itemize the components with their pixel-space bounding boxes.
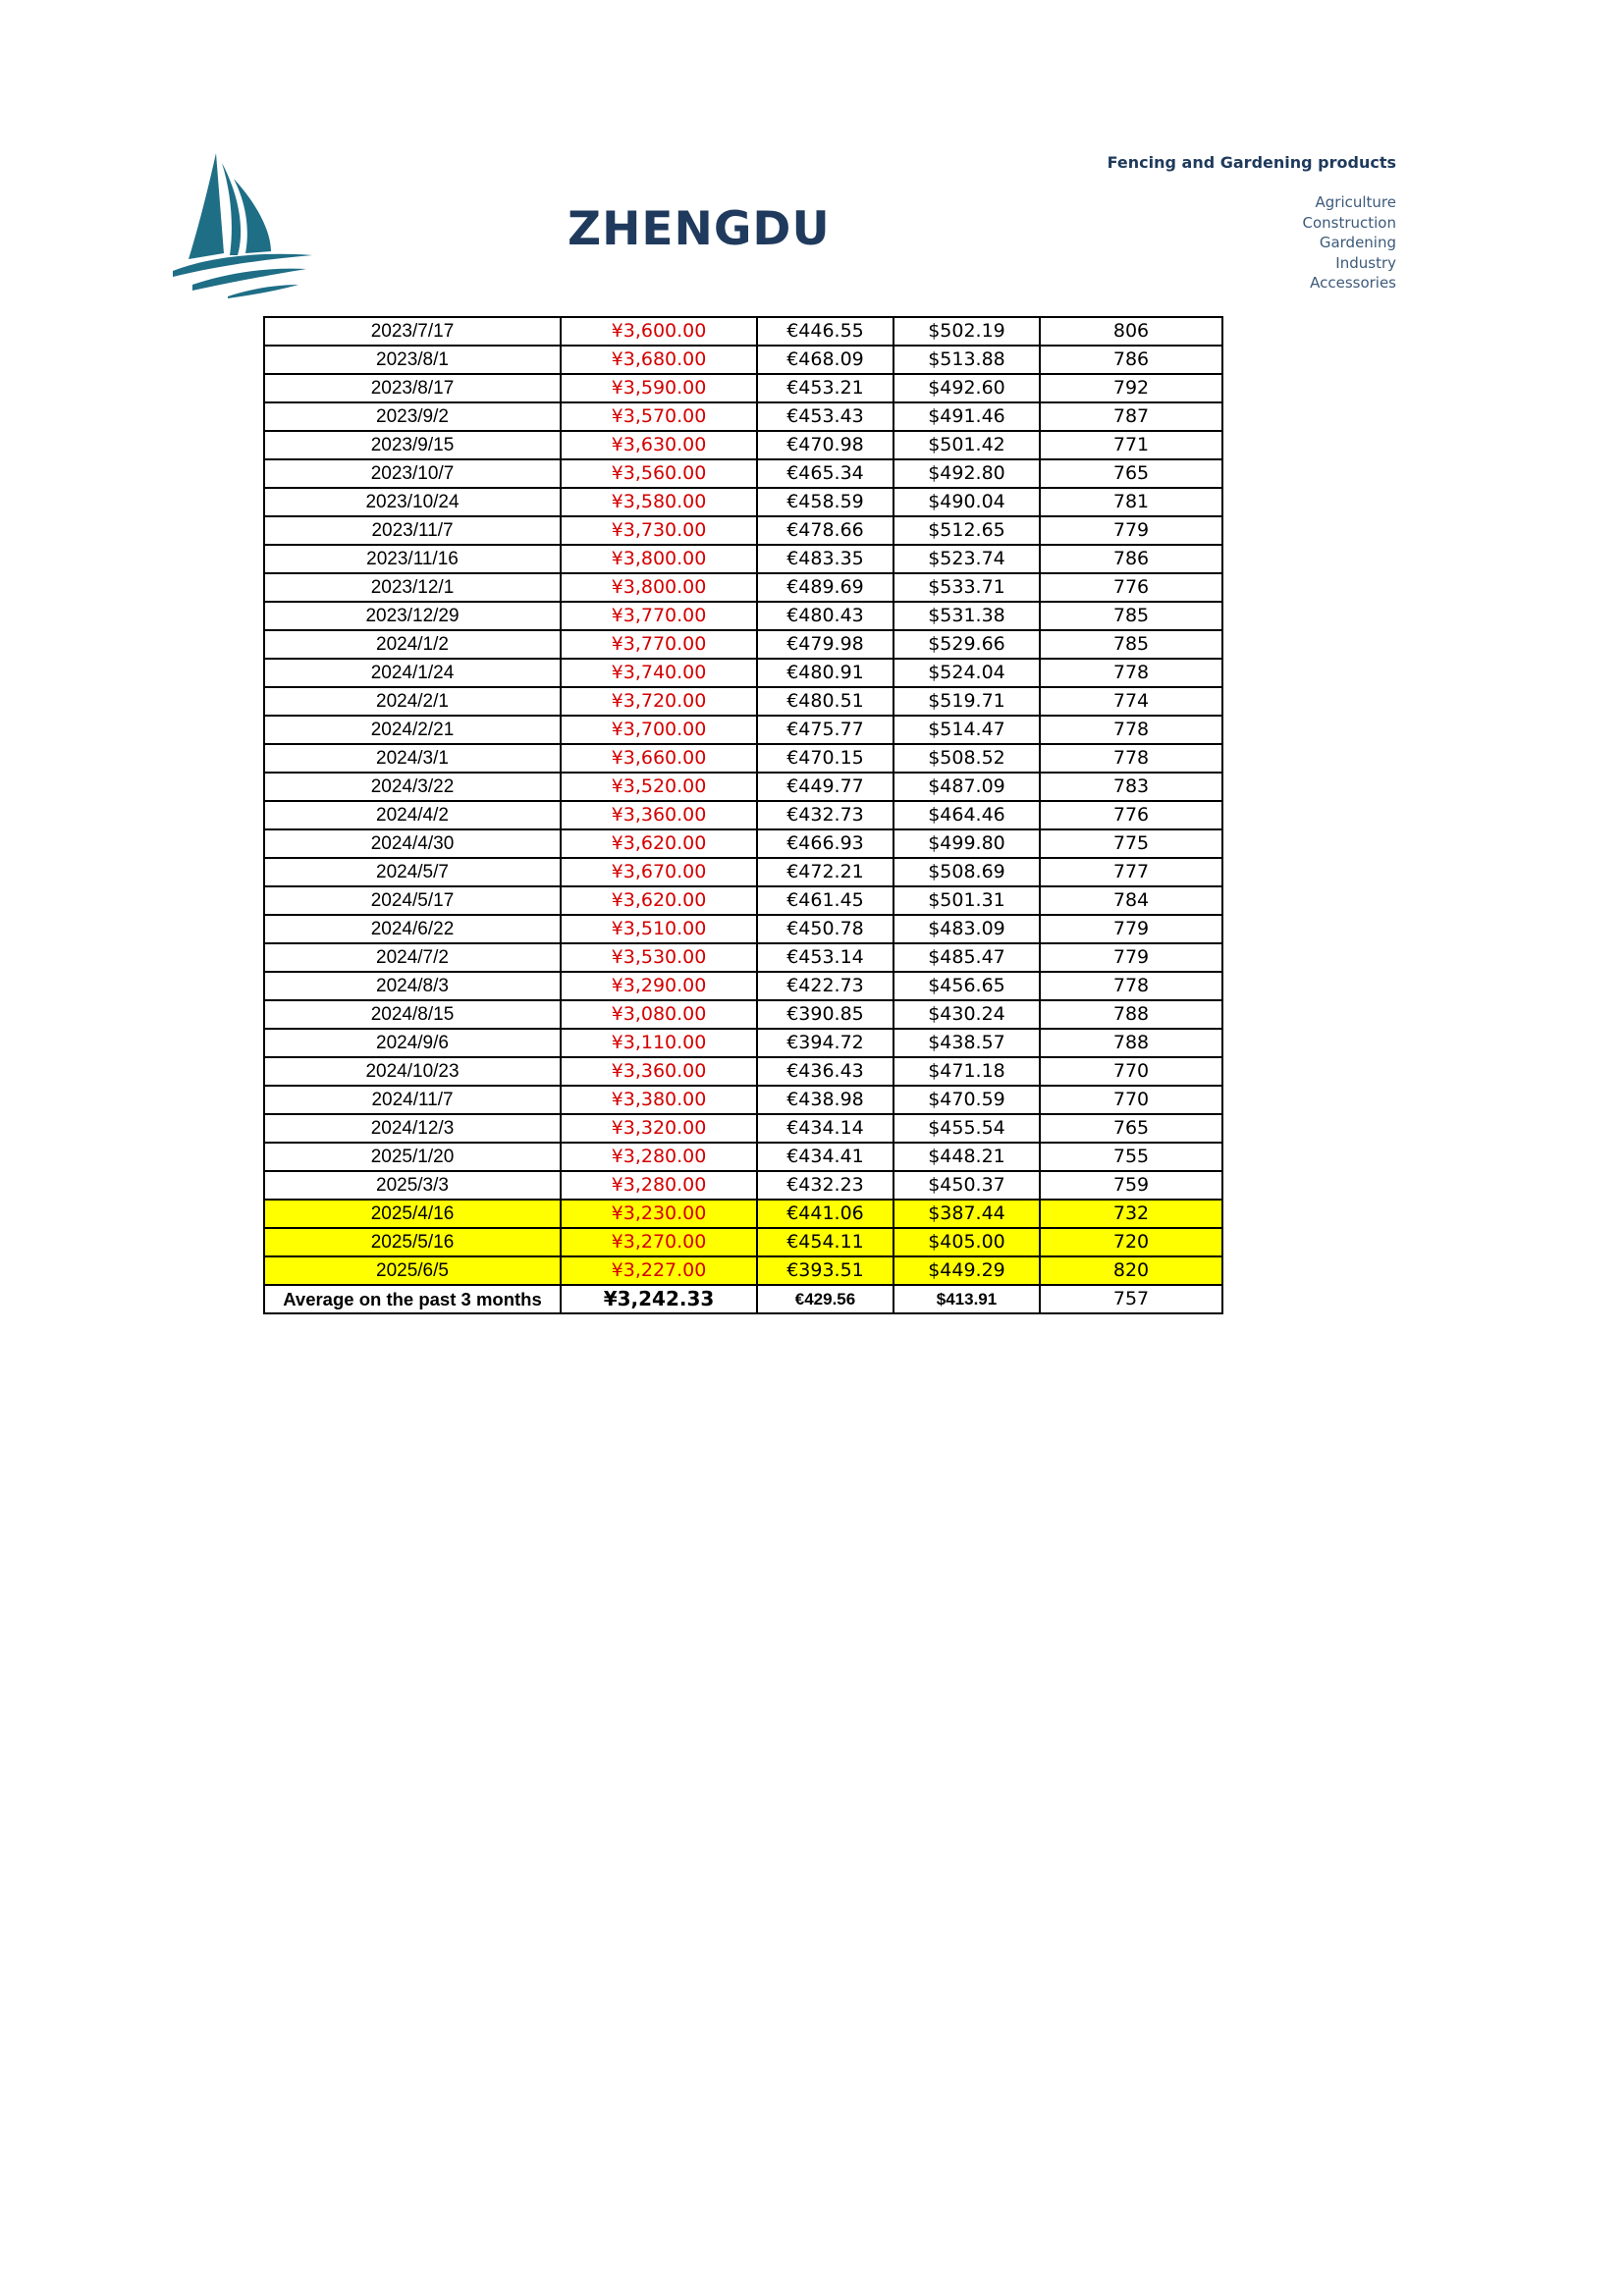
table-row: [264, 1143, 1222, 1171]
cell-usd: $456.65: [893, 972, 1040, 1000]
cell-usd: $405.00: [893, 1228, 1040, 1256]
cell-usd: $533.71: [893, 573, 1040, 602]
cell-date: 2024/9/6: [264, 1029, 561, 1057]
table-row: [264, 488, 1222, 516]
cell-index: 786: [1040, 545, 1222, 573]
cell-eur: €436.43: [757, 1057, 893, 1086]
cell-date: 2025/3/3: [264, 1171, 561, 1200]
cell-eur: €468.09: [757, 346, 893, 374]
cell-usd: $524.04: [893, 659, 1040, 687]
cell-cny: ¥3,290.00: [561, 972, 757, 1000]
cell-cny: ¥3,560.00: [561, 459, 757, 488]
cell-usd: $514.47: [893, 716, 1040, 744]
cell-date: 2025/6/5: [264, 1256, 561, 1285]
cell-usd: $512.65: [893, 516, 1040, 545]
cell-eur: €390.85: [757, 1000, 893, 1029]
cell-index: 776: [1040, 573, 1222, 602]
cell-date: 2023/7/17: [264, 317, 561, 346]
table-row: [264, 459, 1222, 488]
cell-cny: ¥3,230.00: [561, 1200, 757, 1228]
table-row: [264, 1057, 1222, 1086]
cell-usd: $483.09: [893, 915, 1040, 943]
table-row: [264, 317, 1222, 346]
cell-index: 779: [1040, 943, 1222, 972]
cell-cny: ¥3,700.00: [561, 716, 757, 744]
cell-cny: ¥3,280.00: [561, 1143, 757, 1171]
cell-date: 2024/2/21: [264, 716, 561, 744]
cell-eur: €434.14: [757, 1114, 893, 1143]
cell-index: 784: [1040, 886, 1222, 915]
cell-usd: $519.71: [893, 687, 1040, 716]
cell-cny: ¥3,270.00: [561, 1228, 757, 1256]
cell-date: 2024/3/22: [264, 773, 561, 801]
cell-cny: ¥3,320.00: [561, 1114, 757, 1143]
table-row: [264, 829, 1222, 858]
cell-cny: ¥3,110.00: [561, 1029, 757, 1057]
table-row: [264, 744, 1222, 773]
category-item: Accessories: [1310, 274, 1396, 292]
cell-eur: €432.23: [757, 1171, 893, 1200]
cell-usd: $471.18: [893, 1057, 1040, 1086]
cell-cny: ¥3,570.00: [561, 402, 757, 431]
average-cny: ¥3,242.33: [561, 1285, 757, 1313]
cell-index: 787: [1040, 402, 1222, 431]
table-row: [264, 801, 1222, 829]
table-row: [264, 858, 1222, 886]
cell-cny: ¥3,740.00: [561, 659, 757, 687]
cell-usd: $501.31: [893, 886, 1040, 915]
cell-index: 774: [1040, 687, 1222, 716]
cell-date: 2024/12/3: [264, 1114, 561, 1143]
cell-index: 770: [1040, 1086, 1222, 1114]
average-index: 757: [1040, 1285, 1222, 1313]
cell-cny: ¥3,360.00: [561, 1057, 757, 1086]
cell-usd: $499.80: [893, 829, 1040, 858]
cell-usd: $508.52: [893, 744, 1040, 773]
cell-date: 2023/11/16: [264, 545, 561, 573]
cell-eur: €475.77: [757, 716, 893, 744]
cell-date: 2024/5/7: [264, 858, 561, 886]
cell-usd: $470.59: [893, 1086, 1040, 1114]
cell-cny: ¥3,800.00: [561, 573, 757, 602]
cell-date: 2023/12/29: [264, 602, 561, 630]
cell-date: 2024/8/3: [264, 972, 561, 1000]
category-item: Agriculture: [1315, 193, 1396, 211]
table-row: [264, 1200, 1222, 1228]
cell-date: 2023/10/24: [264, 488, 561, 516]
cell-eur: €489.69: [757, 573, 893, 602]
cell-index: 786: [1040, 346, 1222, 374]
table-row: [264, 687, 1222, 716]
cell-cny: ¥3,680.00: [561, 346, 757, 374]
table-row: [264, 1256, 1222, 1285]
cell-cny: ¥3,530.00: [561, 943, 757, 972]
cell-usd: $449.29: [893, 1256, 1040, 1285]
cell-date: 2023/11/7: [264, 516, 561, 545]
cell-cny: ¥3,280.00: [561, 1171, 757, 1200]
cell-eur: €432.73: [757, 801, 893, 829]
cell-eur: €441.06: [757, 1200, 893, 1228]
cell-cny: ¥3,620.00: [561, 886, 757, 915]
cell-index: 771: [1040, 431, 1222, 459]
cell-date: 2025/1/20: [264, 1143, 561, 1171]
table-row: [264, 346, 1222, 374]
cell-eur: €393.51: [757, 1256, 893, 1285]
sailboat-logo-icon: [169, 149, 316, 298]
table-row: [264, 1171, 1222, 1200]
cell-usd: $492.80: [893, 459, 1040, 488]
cell-date: 2024/6/22: [264, 915, 561, 943]
cell-date: 2024/1/24: [264, 659, 561, 687]
cell-cny: ¥3,620.00: [561, 829, 757, 858]
cell-usd: $450.37: [893, 1171, 1040, 1200]
cell-date: 2025/5/16: [264, 1228, 561, 1256]
cell-eur: €480.51: [757, 687, 893, 716]
table-row: [264, 630, 1222, 659]
cell-date: 2024/4/2: [264, 801, 561, 829]
cell-date: 2025/4/16: [264, 1200, 561, 1228]
cell-cny: ¥3,360.00: [561, 801, 757, 829]
cell-eur: €449.77: [757, 773, 893, 801]
cell-usd: $502.19: [893, 317, 1040, 346]
cell-usd: $529.66: [893, 630, 1040, 659]
table-row: [264, 602, 1222, 630]
cell-date: 2024/1/2: [264, 630, 561, 659]
cell-date: 2024/5/17: [264, 886, 561, 915]
table-row: [264, 1228, 1222, 1256]
cell-eur: €480.91: [757, 659, 893, 687]
table-row: [264, 1000, 1222, 1029]
cell-eur: €483.35: [757, 545, 893, 573]
cell-cny: ¥3,520.00: [561, 773, 757, 801]
cell-index: 820: [1040, 1256, 1222, 1285]
table-row: [264, 886, 1222, 915]
cell-cny: ¥3,770.00: [561, 630, 757, 659]
cell-index: 806: [1040, 317, 1222, 346]
cell-usd: $430.24: [893, 1000, 1040, 1029]
cell-index: 778: [1040, 744, 1222, 773]
cell-usd: $487.09: [893, 773, 1040, 801]
table-row: [264, 545, 1222, 573]
tagline: Fencing and Gardening products: [1107, 153, 1396, 172]
table-row: [264, 659, 1222, 687]
cell-eur: €453.14: [757, 943, 893, 972]
cell-eur: €453.21: [757, 374, 893, 402]
table-row: [264, 716, 1222, 744]
cell-date: 2024/7/2: [264, 943, 561, 972]
cell-index: 779: [1040, 516, 1222, 545]
cell-date: 2024/10/23: [264, 1057, 561, 1086]
table-row: [264, 1029, 1222, 1057]
cell-usd: $438.57: [893, 1029, 1040, 1057]
cell-cny: ¥3,080.00: [561, 1000, 757, 1029]
cell-index: 777: [1040, 858, 1222, 886]
table-row: [264, 773, 1222, 801]
cell-index: 720: [1040, 1228, 1222, 1256]
cell-eur: €472.21: [757, 858, 893, 886]
average-row: [264, 1285, 1222, 1313]
cell-index: 788: [1040, 1029, 1222, 1057]
cell-date: 2023/12/1: [264, 573, 561, 602]
average-usd: $413.91: [893, 1285, 1040, 1313]
cell-eur: €466.93: [757, 829, 893, 858]
cell-eur: €480.43: [757, 602, 893, 630]
cell-index: 778: [1040, 716, 1222, 744]
cell-eur: €454.11: [757, 1228, 893, 1256]
cell-cny: ¥3,510.00: [561, 915, 757, 943]
cell-index: 788: [1040, 1000, 1222, 1029]
cell-cny: ¥3,660.00: [561, 744, 757, 773]
cell-cny: ¥3,580.00: [561, 488, 757, 516]
cell-cny: ¥3,800.00: [561, 545, 757, 573]
cell-date: 2024/2/1: [264, 687, 561, 716]
cell-eur: €434.41: [757, 1143, 893, 1171]
cell-cny: ¥3,670.00: [561, 858, 757, 886]
table-row: [264, 972, 1222, 1000]
category-item: Gardening: [1319, 234, 1396, 251]
cell-index: 759: [1040, 1171, 1222, 1200]
cell-eur: €458.59: [757, 488, 893, 516]
average-eur: €429.56: [757, 1285, 893, 1313]
cell-usd: $508.69: [893, 858, 1040, 886]
price-table: [263, 316, 1223, 1314]
cell-index: 785: [1040, 602, 1222, 630]
cell-index: 775: [1040, 829, 1222, 858]
cell-eur: €465.34: [757, 459, 893, 488]
cell-usd: $455.54: [893, 1114, 1040, 1143]
cell-usd: $523.74: [893, 545, 1040, 573]
cell-cny: ¥3,590.00: [561, 374, 757, 402]
cell-index: 779: [1040, 915, 1222, 943]
table-row: [264, 1114, 1222, 1143]
cell-eur: €422.73: [757, 972, 893, 1000]
cell-usd: $448.21: [893, 1143, 1040, 1171]
brand-name: ZHENGDU: [568, 202, 831, 256]
cell-date: 2023/8/17: [264, 374, 561, 402]
cell-usd: $501.42: [893, 431, 1040, 459]
cell-cny: ¥3,600.00: [561, 317, 757, 346]
cell-cny: ¥3,380.00: [561, 1086, 757, 1114]
cell-usd: $513.88: [893, 346, 1040, 374]
cell-cny: ¥3,720.00: [561, 687, 757, 716]
cell-date: 2024/4/30: [264, 829, 561, 858]
cell-eur: €450.78: [757, 915, 893, 943]
average-label: Average on the past 3 months: [264, 1285, 561, 1313]
cell-eur: €453.43: [757, 402, 893, 431]
cell-cny: ¥3,227.00: [561, 1256, 757, 1285]
cell-eur: €479.98: [757, 630, 893, 659]
cell-usd: $492.60: [893, 374, 1040, 402]
cell-index: 781: [1040, 488, 1222, 516]
cell-index: 765: [1040, 1114, 1222, 1143]
cell-index: 732: [1040, 1200, 1222, 1228]
cell-usd: $531.38: [893, 602, 1040, 630]
cell-index: 776: [1040, 801, 1222, 829]
cell-index: 778: [1040, 659, 1222, 687]
cell-eur: €438.98: [757, 1086, 893, 1114]
table-row: [264, 915, 1222, 943]
category-list: [1302, 192, 1396, 294]
cell-date: 2024/3/1: [264, 744, 561, 773]
cell-usd: $464.46: [893, 801, 1040, 829]
cell-eur: €478.66: [757, 516, 893, 545]
table-row: [264, 1086, 1222, 1114]
cell-date: 2024/8/15: [264, 1000, 561, 1029]
category-item: Construction: [1302, 213, 1396, 232]
cell-index: 770: [1040, 1057, 1222, 1086]
cell-cny: ¥3,730.00: [561, 516, 757, 545]
cell-cny: ¥3,770.00: [561, 602, 757, 630]
cell-eur: €461.45: [757, 886, 893, 915]
cell-index: 792: [1040, 374, 1222, 402]
table-row: [264, 943, 1222, 972]
category-item: Industry: [1335, 253, 1396, 272]
cell-usd: $490.04: [893, 488, 1040, 516]
cell-index: 783: [1040, 773, 1222, 801]
cell-date: 2023/10/7: [264, 459, 561, 488]
cell-date: 2023/8/1: [264, 346, 561, 374]
cell-date: 2023/9/2: [264, 402, 561, 431]
cell-cny: ¥3,630.00: [561, 431, 757, 459]
cell-index: 778: [1040, 972, 1222, 1000]
table-row: [264, 374, 1222, 402]
cell-eur: €446.55: [757, 317, 893, 346]
cell-eur: €470.15: [757, 744, 893, 773]
cell-date: 2023/9/15: [264, 431, 561, 459]
cell-usd: $485.47: [893, 943, 1040, 972]
cell-usd: $491.46: [893, 402, 1040, 431]
cell-eur: €394.72: [757, 1029, 893, 1057]
cell-date: 2024/11/7: [264, 1086, 561, 1114]
table-row: [264, 431, 1222, 459]
cell-index: 785: [1040, 630, 1222, 659]
cell-usd: $387.44: [893, 1200, 1040, 1228]
cell-index: 765: [1040, 459, 1222, 488]
cell-index: 755: [1040, 1143, 1222, 1171]
cell-eur: €470.98: [757, 431, 893, 459]
table-row: [264, 573, 1222, 602]
table-row: [264, 516, 1222, 545]
table-row: [264, 402, 1222, 431]
